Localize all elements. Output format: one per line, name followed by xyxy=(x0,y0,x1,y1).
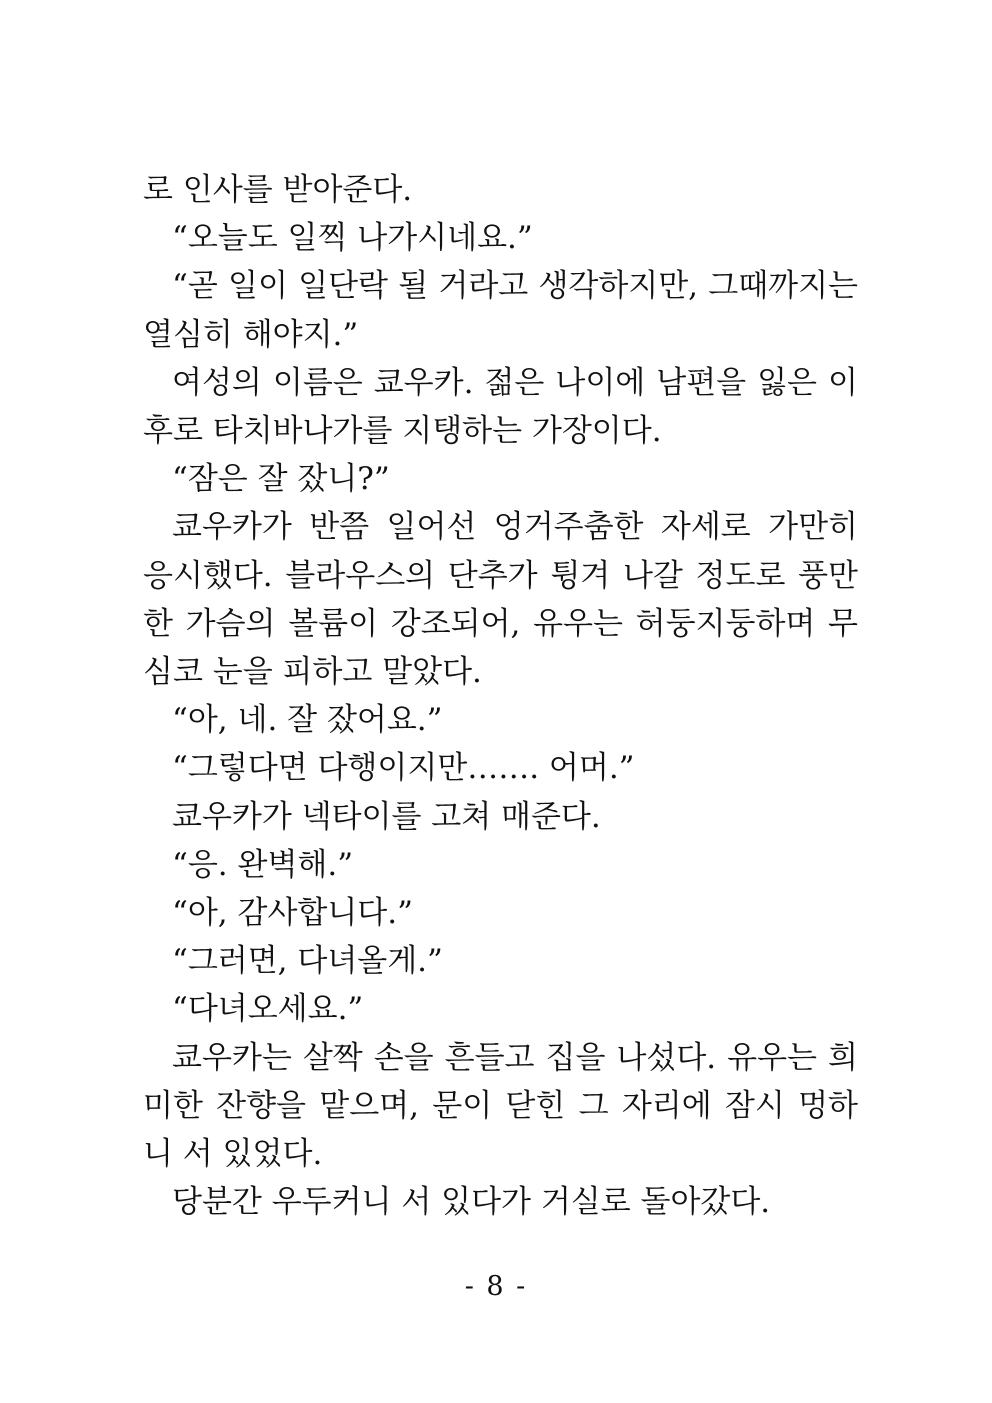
paragraph-7: “아, 네. 잘 잤어요.” xyxy=(172,702,443,739)
page-body xyxy=(143,166,858,1226)
paragraph-2: “오늘도 일찍 나가시네요.” xyxy=(172,220,533,257)
paragraph-4: 여성의 이름은 쿄우카. 젊은 나이에 남편을 잃은 이후로 타치바나가를 지탱하는 가장이다. xyxy=(143,364,858,450)
paragraph-8: “그렇다면 다행이지만……. 어머.” xyxy=(172,750,635,787)
paragraph-15: 당분간 우두커니 서 있다가 거실로 돌아갔다. xyxy=(172,1184,771,1221)
paragraph-12: “그러면, 다녀올게.” xyxy=(172,943,443,980)
paragraph-1: 로 인사를 받아준다. xyxy=(143,172,413,208)
paragraph-13: “다녀오세요.” xyxy=(172,991,364,1028)
paragraph-6: 쿄우카가 반쯤 일어선 엉거주춤한 자세로 가만히 응시했다. 블라우스의 단추가 튕겨 나갈 정도로 풍만한 가슴의 볼륨이 강조되어, 유우는 허둥지둥하며 무심코 눈을 피하고 말았다. xyxy=(143,509,858,691)
paragraph-5: “잠은 잘 잤니?” xyxy=(172,461,390,498)
paragraph-9: 쿄우카가 넥타이를 고쳐 매준다. xyxy=(172,798,601,835)
paragraph-11: “아, 감사합니다.” xyxy=(172,895,413,932)
paragraph-10: “응. 완벽해.” xyxy=(172,846,354,883)
page-number: - 8 - xyxy=(464,1271,528,1302)
paragraph-3: “곧 일이 일단락 될 거라고 생각하지만, 그때까지는 열심히 해야지.” xyxy=(143,268,858,353)
paragraph-14: 쿄우카는 살짝 손을 흔들고 집을 나섰다. 유우는 희미한 잔향을 맡으며, 문이 닫힌 그 자리에 잠시 멍하니 서 있었다. xyxy=(143,1039,858,1173)
